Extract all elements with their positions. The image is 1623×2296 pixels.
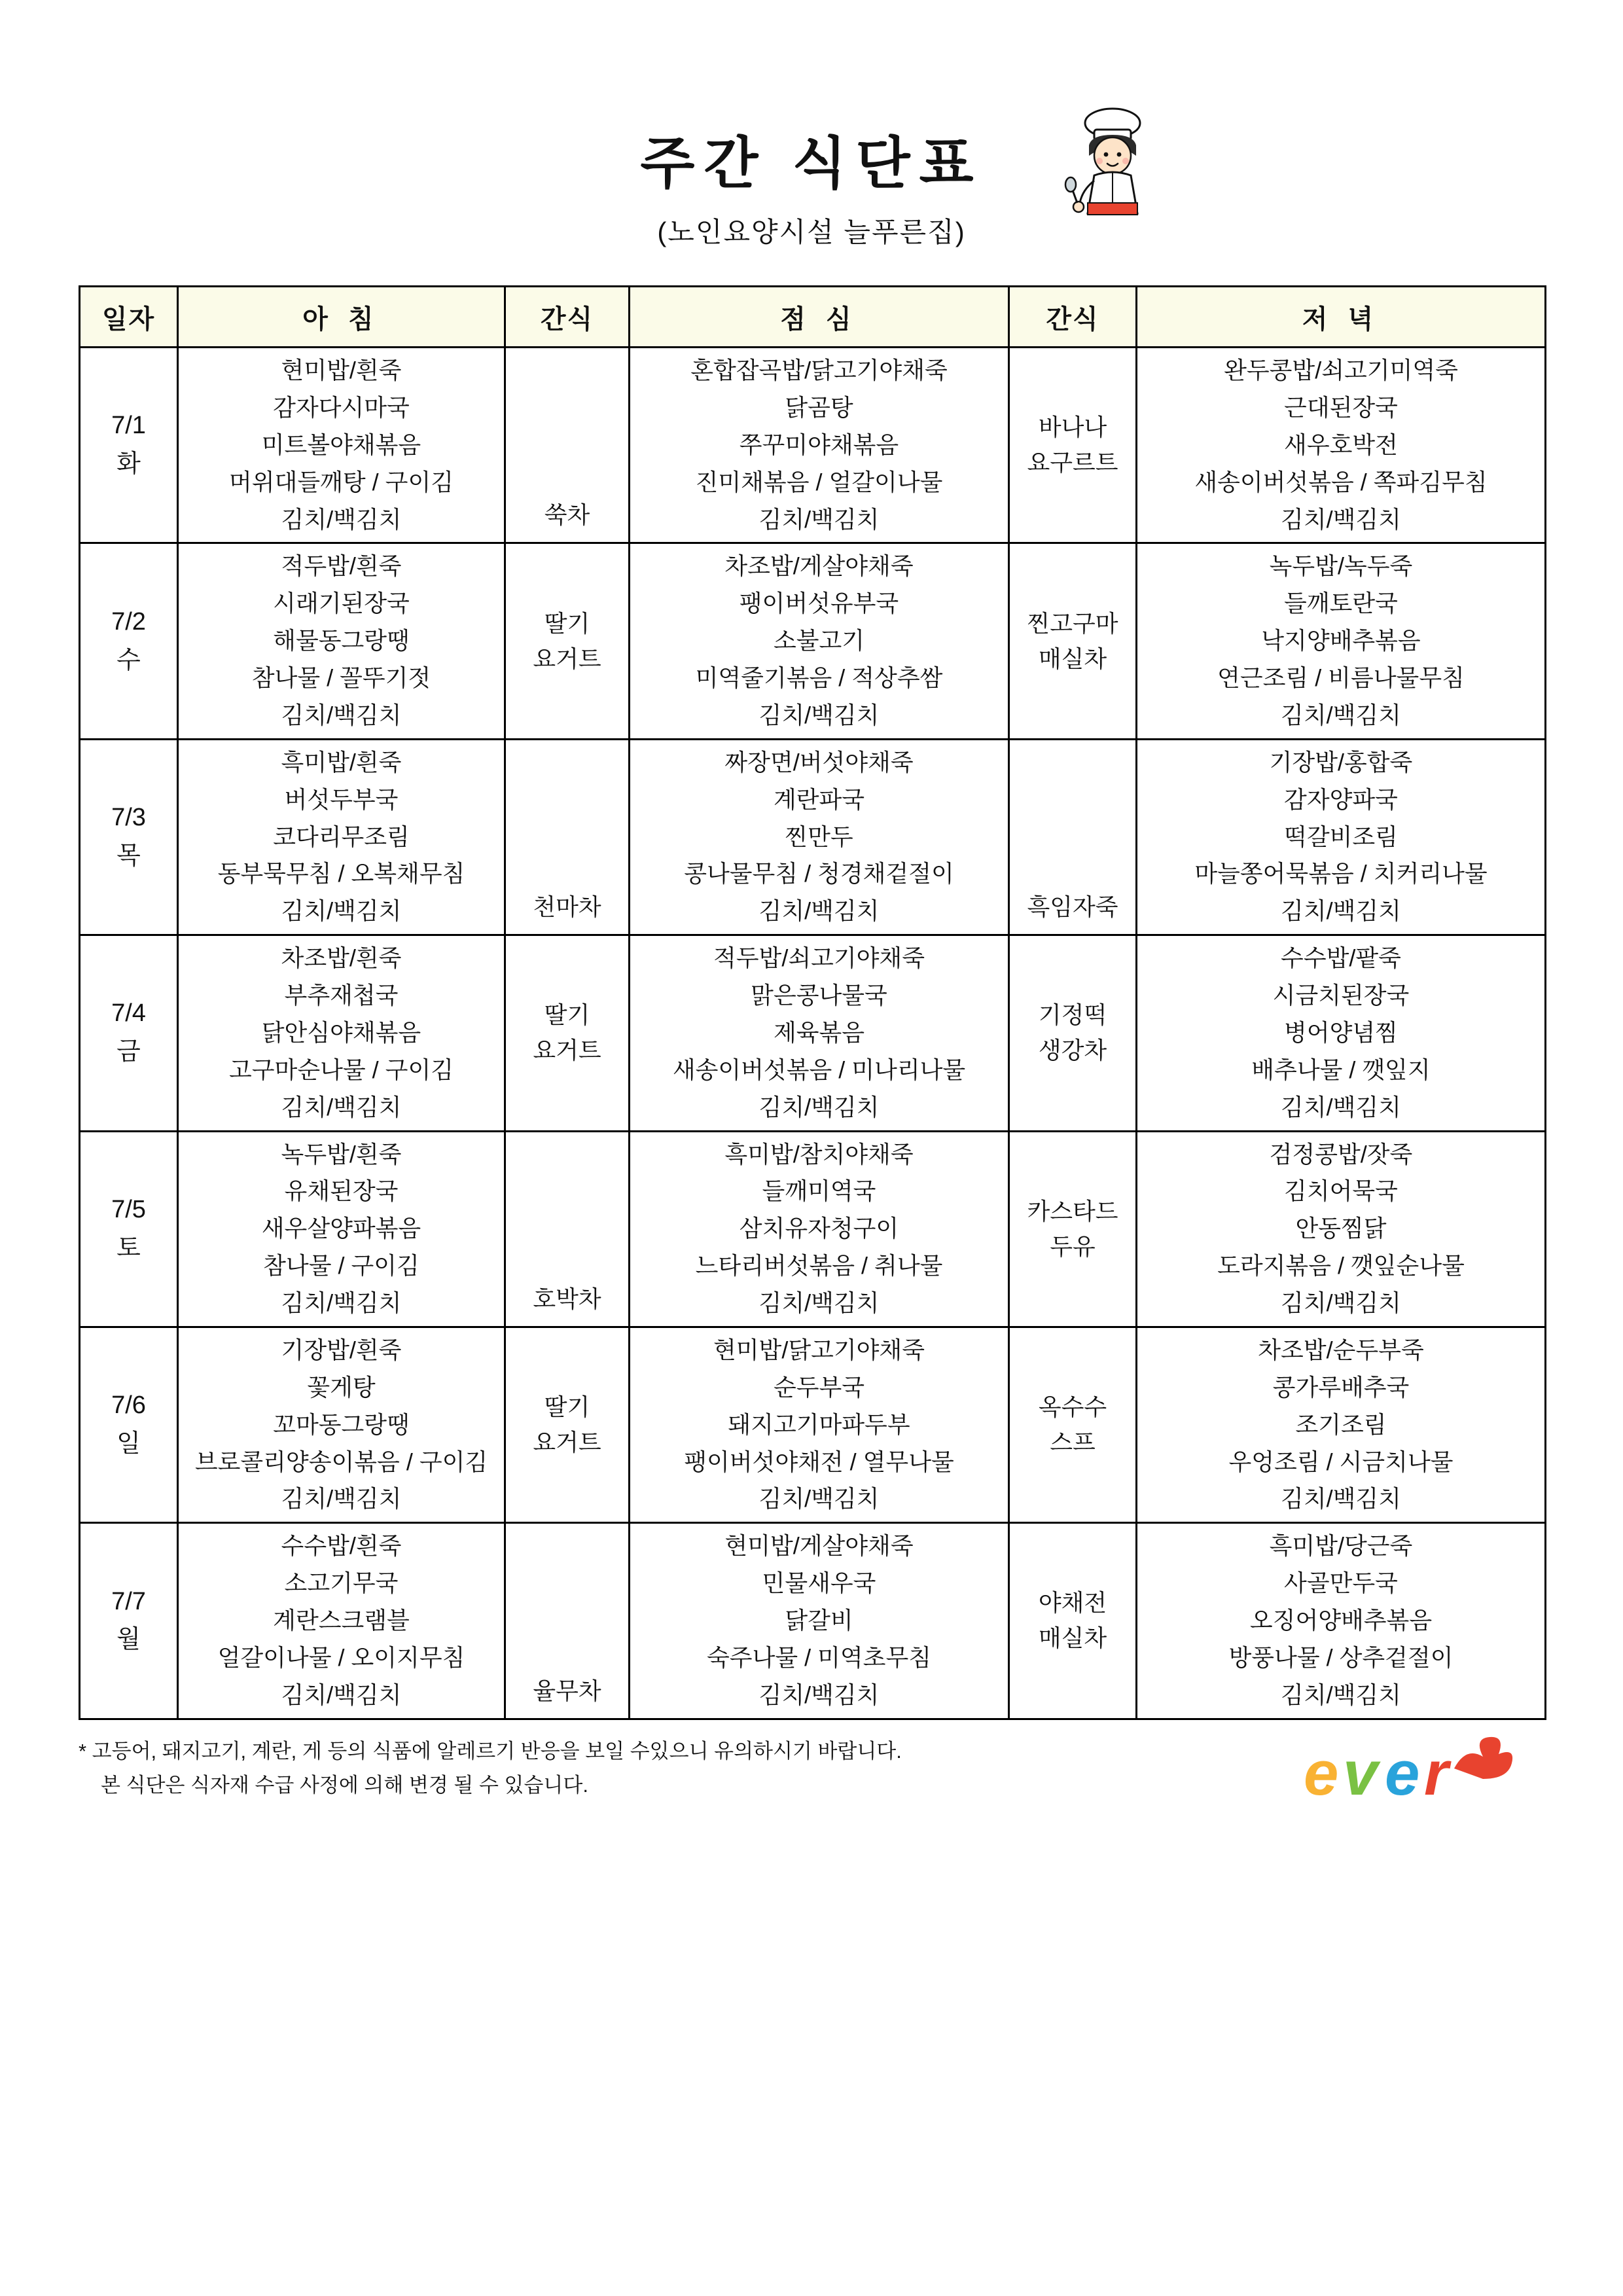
menu-item: 도라지볶음 / 깻잎순나물 bbox=[1217, 1252, 1465, 1280]
menu-item: 콩가루배추국 bbox=[1272, 1373, 1410, 1401]
cell-dinner bbox=[1137, 348, 1546, 543]
menu-item: 계란스크램블 bbox=[273, 1607, 410, 1634]
menu-item: 김치/백김치 bbox=[281, 897, 402, 925]
menu-item: 감자다시마국 bbox=[273, 393, 410, 421]
snack-item: 딸기 bbox=[544, 1393, 590, 1421]
menu-item: 민물새우국 bbox=[762, 1570, 876, 1597]
menu-item: 김치/백김치 bbox=[758, 1485, 880, 1513]
cell-snack-afternoon bbox=[1009, 1327, 1137, 1522]
allergy-note bbox=[79, 1734, 1257, 1803]
snack-item: 바나나 bbox=[1038, 414, 1107, 441]
ever-logo bbox=[1302, 1734, 1518, 1813]
menu-item: 적두밥/쇠고기야채죽 bbox=[713, 944, 925, 972]
menu-item: 김치/백김치 bbox=[1281, 505, 1401, 533]
menu-item: 차조밥/게살야채죽 bbox=[724, 552, 914, 580]
cell-snack-afternoon bbox=[1009, 543, 1137, 739]
snack-item: 찐고구마 bbox=[1027, 609, 1118, 637]
menu-item: 김치/백김치 bbox=[758, 505, 880, 533]
date-value: 7/7 bbox=[111, 1587, 146, 1615]
allergy-note-line2: 본 식단은 식자재 수급 사정에 의해 변경 될 수 있습니다. bbox=[101, 1774, 588, 1797]
menu-item: 김치/백김치 bbox=[281, 1093, 402, 1121]
date-value: 7/4 bbox=[111, 999, 146, 1028]
cell-date bbox=[80, 739, 178, 935]
snack-item: 기정떡 bbox=[1038, 1001, 1107, 1029]
menu-item: 수수밥/흰죽 bbox=[281, 1532, 402, 1560]
menu-item: 방풍나물 / 상추겉절이 bbox=[1228, 1643, 1454, 1671]
menu-item: 김치/백김치 bbox=[281, 1681, 402, 1708]
menu-item: 사골만두국 bbox=[1284, 1570, 1398, 1597]
table-row bbox=[80, 935, 1546, 1131]
cell-lunch bbox=[630, 1523, 1009, 1719]
menu-item: 김치/백김치 bbox=[281, 701, 402, 728]
cell-snack-afternoon bbox=[1009, 935, 1137, 1131]
column-header-snack1: 간식 bbox=[505, 287, 630, 348]
cell-breakfast bbox=[178, 543, 505, 739]
table-row bbox=[80, 348, 1546, 543]
cell-lunch bbox=[630, 1131, 1009, 1327]
menu-item: 찐만두 bbox=[785, 823, 853, 850]
snack-item: 스프 bbox=[1050, 1429, 1096, 1456]
allergy-note-line1: * 고등어, 돼지고기, 계란, 게 등의 식품에 알레르기 반응을 보일 수있으니 유의하시기 바랍니다. bbox=[79, 1739, 902, 1763]
snack-item: 옥수수 bbox=[1038, 1393, 1107, 1421]
cell-dinner bbox=[1137, 1327, 1546, 1522]
menu-item: 안동찜닭 bbox=[1295, 1215, 1387, 1242]
cell-lunch bbox=[630, 935, 1009, 1131]
cell-breakfast bbox=[178, 348, 505, 543]
cell-breakfast bbox=[178, 1131, 505, 1327]
menu-item: 현미밥/닭고기야채죽 bbox=[713, 1336, 925, 1363]
snack-item: 천마차 bbox=[533, 893, 601, 921]
menu-item: 브로콜리양송이볶음 / 구이김 bbox=[194, 1448, 488, 1475]
menu-item: 조기조림 bbox=[1295, 1410, 1387, 1438]
menu-item: 진미채볶음 / 얼갈이나물 bbox=[695, 468, 943, 495]
snack-item: 요거트 bbox=[533, 1037, 601, 1064]
menu-item: 연근조림 / 비름나물무침 bbox=[1217, 664, 1465, 691]
svg-text:e: e bbox=[1385, 1738, 1420, 1808]
snack-item: 매실차 bbox=[1038, 1624, 1107, 1652]
svg-text:e: e bbox=[1304, 1738, 1339, 1808]
cell-snack-afternoon bbox=[1009, 1523, 1137, 1719]
menu-item: 차조밥/흰죽 bbox=[281, 944, 402, 972]
menu-item: 꼬마동그랑땡 bbox=[273, 1410, 410, 1438]
menu-item: 녹두밥/녹두죽 bbox=[1269, 552, 1413, 580]
column-header-dinner: 저 녁 bbox=[1137, 287, 1546, 348]
menu-item: 소고기무국 bbox=[284, 1570, 399, 1597]
weekday-value: 일 bbox=[116, 1430, 141, 1458]
menu-item: 시금치된장국 bbox=[1272, 982, 1410, 1009]
date-value: 7/1 bbox=[111, 412, 146, 440]
menu-item: 김치/백김치 bbox=[758, 1289, 880, 1316]
menu-item: 팽이버섯야채전 / 열무나물 bbox=[684, 1448, 954, 1475]
weekday-value: 토 bbox=[116, 1234, 141, 1262]
menu-item: 코다리무조림 bbox=[273, 823, 410, 850]
menu-item: 현미밥/흰죽 bbox=[281, 357, 402, 384]
cell-date bbox=[80, 935, 178, 1131]
snack-item: 딸기 bbox=[544, 609, 590, 637]
snack-item: 요거트 bbox=[533, 1429, 601, 1456]
table-header-row bbox=[80, 287, 1546, 348]
snack-item: 호박차 bbox=[533, 1285, 601, 1312]
weekday-value: 금 bbox=[116, 1038, 141, 1066]
column-header-breakfast: 아 침 bbox=[178, 287, 505, 348]
menu-item: 차조밥/순두부죽 bbox=[1258, 1336, 1424, 1363]
menu-item: 녹두밥/흰죽 bbox=[281, 1140, 402, 1168]
menu-item: 김치/백김치 bbox=[758, 1093, 880, 1121]
menu-item: 유채된장국 bbox=[284, 1177, 399, 1205]
cell-snack-morning bbox=[505, 739, 630, 935]
snack-item: 율무차 bbox=[533, 1677, 601, 1704]
menu-item: 제육볶음 bbox=[773, 1018, 865, 1046]
date-value: 7/6 bbox=[111, 1391, 146, 1420]
menu-item: 고구마순나물 / 구이김 bbox=[229, 1056, 454, 1083]
snack-item: 흑임자죽 bbox=[1027, 893, 1118, 921]
column-header-snack2: 간식 bbox=[1009, 287, 1137, 348]
cell-snack-morning bbox=[505, 1327, 630, 1522]
menu-item: 김치/백김치 bbox=[1281, 1093, 1401, 1121]
menu-item: 김치/백김치 bbox=[281, 1485, 402, 1513]
cell-snack-morning bbox=[505, 543, 630, 739]
menu-item: 낙지양배추볶음 bbox=[1261, 627, 1421, 655]
menu-item: 김치/백김치 bbox=[1281, 897, 1401, 925]
menu-item: 기장밥/흰죽 bbox=[281, 1336, 402, 1363]
menu-item: 새송이버섯볶음 / 쪽파김무침 bbox=[1194, 468, 1488, 495]
menu-item: 맑은콩나물국 bbox=[751, 982, 887, 1009]
table-row bbox=[80, 1523, 1546, 1719]
table-row bbox=[80, 543, 1546, 739]
cell-date bbox=[80, 1523, 178, 1719]
snack-item: 두유 bbox=[1050, 1232, 1096, 1260]
svg-text:v: v bbox=[1343, 1738, 1378, 1808]
cell-date bbox=[80, 543, 178, 739]
column-header-lunch: 점 심 bbox=[630, 287, 1009, 348]
menu-item: 부추재첩국 bbox=[284, 982, 399, 1009]
date-value: 7/2 bbox=[111, 607, 146, 636]
menu-item: 완두콩밥/쇠고기미역죽 bbox=[1224, 357, 1458, 384]
menu-item: 김치/백김치 bbox=[758, 701, 880, 728]
cell-dinner bbox=[1137, 739, 1546, 935]
menu-item: 콩나물무침 / 청경채겉절이 bbox=[684, 860, 954, 888]
cell-snack-morning bbox=[505, 1523, 630, 1719]
table-row bbox=[80, 1327, 1546, 1522]
menu-item: 얼갈이나물 / 오이지무침 bbox=[217, 1643, 465, 1671]
menu-item: 닭안심야채볶음 bbox=[261, 1018, 421, 1046]
menu-item: 닭곰탕 bbox=[785, 393, 853, 421]
cell-lunch bbox=[630, 348, 1009, 543]
menu-item: 김치/백김치 bbox=[758, 1681, 880, 1708]
menu-item: 꽃게탕 bbox=[307, 1373, 376, 1401]
page-header bbox=[79, 98, 1544, 268]
menu-item: 감자양파국 bbox=[1284, 785, 1398, 813]
cell-date bbox=[80, 348, 178, 543]
menu-item: 김치/백김치 bbox=[1281, 1681, 1401, 1708]
menu-item: 근대된장국 bbox=[1284, 393, 1398, 421]
menu-item: 닭갈비 bbox=[785, 1607, 853, 1634]
cell-dinner bbox=[1137, 543, 1546, 739]
weekday-value: 목 bbox=[116, 842, 141, 870]
snack-item: 매실차 bbox=[1038, 645, 1107, 672]
page-title: 주간 식단표 bbox=[640, 132, 983, 195]
menu-item: 김치어묵국 bbox=[1284, 1177, 1398, 1205]
cell-breakfast bbox=[178, 935, 505, 1131]
menu-item: 흑미밥/흰죽 bbox=[281, 748, 402, 776]
menu-item: 기장밥/홍합죽 bbox=[1269, 748, 1413, 776]
menu-item: 쭈꾸미야채볶음 bbox=[739, 431, 899, 458]
snack-item: 쑥차 bbox=[544, 501, 590, 529]
menu-item: 김치/백김치 bbox=[281, 505, 402, 533]
cell-snack-morning bbox=[505, 935, 630, 1131]
snack-item: 생강차 bbox=[1038, 1037, 1107, 1064]
menu-item: 새우살양파볶음 bbox=[261, 1215, 421, 1242]
menu-item: 적두밥/흰죽 bbox=[281, 552, 402, 580]
weekday-value: 월 bbox=[116, 1626, 141, 1654]
snack-item: 요구르트 bbox=[1027, 449, 1118, 476]
menu-item: 미역줄기볶음 / 적상추쌈 bbox=[695, 664, 943, 691]
page-subtitle: (노인요양시설 늘푸른집) bbox=[657, 217, 966, 247]
menu-item: 버섯두부국 bbox=[284, 785, 399, 813]
snack-item: 카스타드 bbox=[1027, 1197, 1118, 1225]
cell-snack-afternoon bbox=[1009, 1131, 1137, 1327]
snack-item: 요거트 bbox=[533, 645, 601, 672]
cell-breakfast bbox=[178, 1327, 505, 1522]
menu-item: 참나물 / 꼴뚜기젓 bbox=[251, 664, 431, 691]
menu-item: 김치/백김치 bbox=[1281, 1289, 1401, 1316]
menu-item: 팽이버섯유부국 bbox=[739, 590, 899, 617]
menu-item: 미트볼야채볶음 bbox=[261, 431, 421, 458]
chef-illustration-icon bbox=[1060, 105, 1165, 229]
menu-item: 김치/백김치 bbox=[1281, 701, 1401, 728]
table-row bbox=[80, 1131, 1546, 1327]
cell-date bbox=[80, 1327, 178, 1522]
menu-item: 현미밥/게살야채죽 bbox=[724, 1532, 914, 1560]
menu-item: 우엉조림 / 시금치나물 bbox=[1228, 1448, 1454, 1475]
cell-lunch bbox=[630, 543, 1009, 739]
menu-item: 흑미밥/당근죽 bbox=[1269, 1532, 1413, 1560]
weekly-menu-table bbox=[79, 285, 1546, 1720]
cell-breakfast bbox=[178, 739, 505, 935]
menu-item: 오징어양배추볶음 bbox=[1249, 1607, 1433, 1634]
menu-item: 참나물 / 구이김 bbox=[263, 1252, 419, 1280]
menu-item: 동부묵무침 / 오복채무침 bbox=[217, 860, 465, 888]
menu-item: 김치/백김치 bbox=[758, 897, 880, 925]
menu-item: 짜장면/버섯야채죽 bbox=[724, 748, 914, 776]
table-row bbox=[80, 739, 1546, 935]
menu-item: 숙주나물 / 미역초무침 bbox=[707, 1643, 931, 1671]
menu-item: 새송이버섯볶음 / 미나리나물 bbox=[672, 1056, 966, 1083]
menu-item: 김치/백김치 bbox=[281, 1289, 402, 1316]
menu-item: 병어양념찜 bbox=[1284, 1018, 1398, 1046]
cell-dinner bbox=[1137, 935, 1546, 1131]
cell-snack-afternoon bbox=[1009, 348, 1137, 543]
menu-item: 떡갈비조림 bbox=[1284, 823, 1398, 850]
menu-item: 계란파국 bbox=[773, 785, 865, 813]
menu-item: 새우호박전 bbox=[1284, 431, 1398, 458]
svg-text:r: r bbox=[1424, 1738, 1449, 1808]
snack-item: 야채전 bbox=[1038, 1589, 1107, 1617]
weekday-value: 수 bbox=[116, 646, 141, 674]
menu-item: 삼치유자청구이 bbox=[739, 1215, 899, 1242]
cell-breakfast bbox=[178, 1523, 505, 1719]
menu-item: 수수밥/팥죽 bbox=[1281, 944, 1401, 972]
cell-date bbox=[80, 1131, 178, 1327]
cell-snack-morning bbox=[505, 348, 630, 543]
menu-item: 해물동그랑땡 bbox=[273, 627, 410, 655]
menu-item: 느타리버섯볶음 / 취나물 bbox=[695, 1252, 943, 1280]
cell-dinner bbox=[1137, 1131, 1546, 1327]
column-header-date: 일자 bbox=[80, 287, 178, 348]
menu-item: 머위대들깨탕 / 구이김 bbox=[229, 468, 454, 495]
cell-dinner bbox=[1137, 1523, 1546, 1719]
weekday-value: 화 bbox=[116, 450, 141, 478]
date-value: 7/3 bbox=[111, 804, 146, 832]
menu-item: 소불고기 bbox=[773, 627, 865, 655]
date-value: 7/5 bbox=[111, 1195, 146, 1223]
menu-item: 순두부국 bbox=[773, 1373, 865, 1401]
menu-item: 흑미밥/참치야채죽 bbox=[724, 1140, 914, 1168]
menu-item: 혼합잡곡밥/닭고기야채죽 bbox=[690, 357, 948, 384]
menu-item: 들깨토란국 bbox=[1284, 590, 1398, 617]
menu-item: 시래기된장국 bbox=[273, 590, 410, 617]
cell-lunch bbox=[630, 1327, 1009, 1522]
menu-item: 검정콩밥/잣죽 bbox=[1269, 1140, 1413, 1168]
cell-snack-morning bbox=[505, 1131, 630, 1327]
snack-item: 딸기 bbox=[544, 1001, 590, 1029]
menu-item: 배추나물 / 깻잎지 bbox=[1251, 1056, 1431, 1083]
menu-item: 마늘쫑어묵볶음 / 치커리나물 bbox=[1194, 860, 1488, 888]
page-footer bbox=[79, 1734, 1544, 1852]
cell-snack-afternoon bbox=[1009, 739, 1137, 935]
menu-item: 돼지고기마파두부 bbox=[728, 1410, 910, 1438]
menu-item: 들깨미역국 bbox=[762, 1177, 876, 1205]
menu-item: 김치/백김치 bbox=[1281, 1485, 1401, 1513]
cell-lunch bbox=[630, 739, 1009, 935]
